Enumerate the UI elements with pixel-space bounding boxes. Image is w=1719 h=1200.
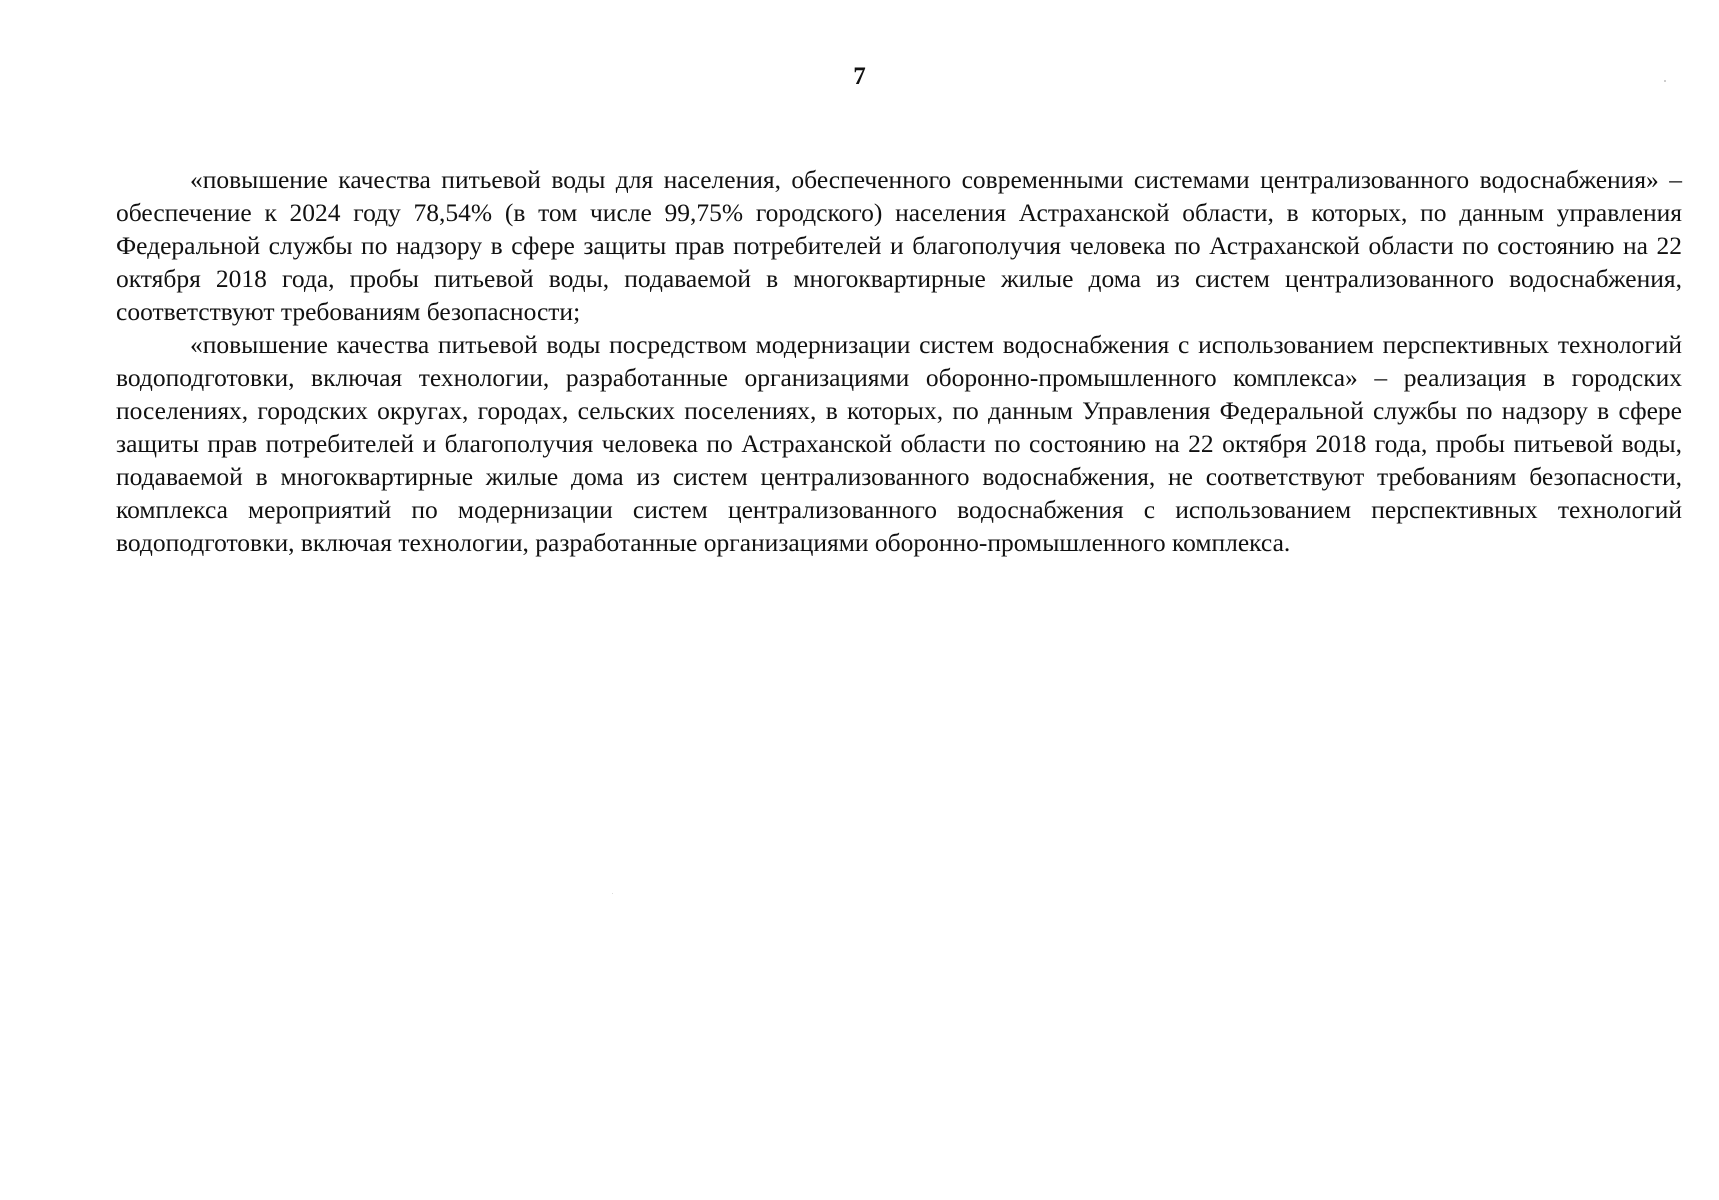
page-number: 7 (853, 63, 866, 90)
document-body (116, 163, 1682, 559)
paragraph-drinking-water-quality: «повышение качества питьевой воды для населения, обеспеченного современными системами централизованного водоснабжения» – обеспечение к 2024 году 78,54% (в том числе 99,75% городского) населения Астраханской области, в которых, по данным управления Федеральной службы по надзору в сфере защиты прав потребителей и благополучия человека по Астраханской области по состоянию на 22 октября 2018 года, пробы питьевой воды, подаваемой в многоквартирные жилые дома из систем централизованного водоснабжения, соответствуют требованиям безопасности; (116, 165, 1682, 326)
scan-speck (1664, 80, 1666, 82)
scan-speck (612, 893, 613, 894)
paragraph-water-supply-modernization: «повышение качества питьевой воды посредством модернизации систем водоснабжения с использованием перспективных технологий водоподготовки, включая технологии, разработанные организациями оборонно-промышленного комплекса» – реализация в городских поселениях, городских округах, городах, сельских поселениях, в которых, по данным Управления Федеральной службы по надзору в сфере защиты прав потребителей и благополучия человека по Астраханской области по состоянию на 22 октября 2018 года, пробы питьевой воды, подаваемой в многоквартирные жилые дома из систем централизованного водоснабжения, не соответствуют требованиям безопасности, комплекса мероприятий по модернизации систем централизованного водоснабжения с использованием перспективных технологий водоподготовки, включая технологии, разработанные организациями оборонно-промышленного комплекса. (116, 330, 1682, 557)
